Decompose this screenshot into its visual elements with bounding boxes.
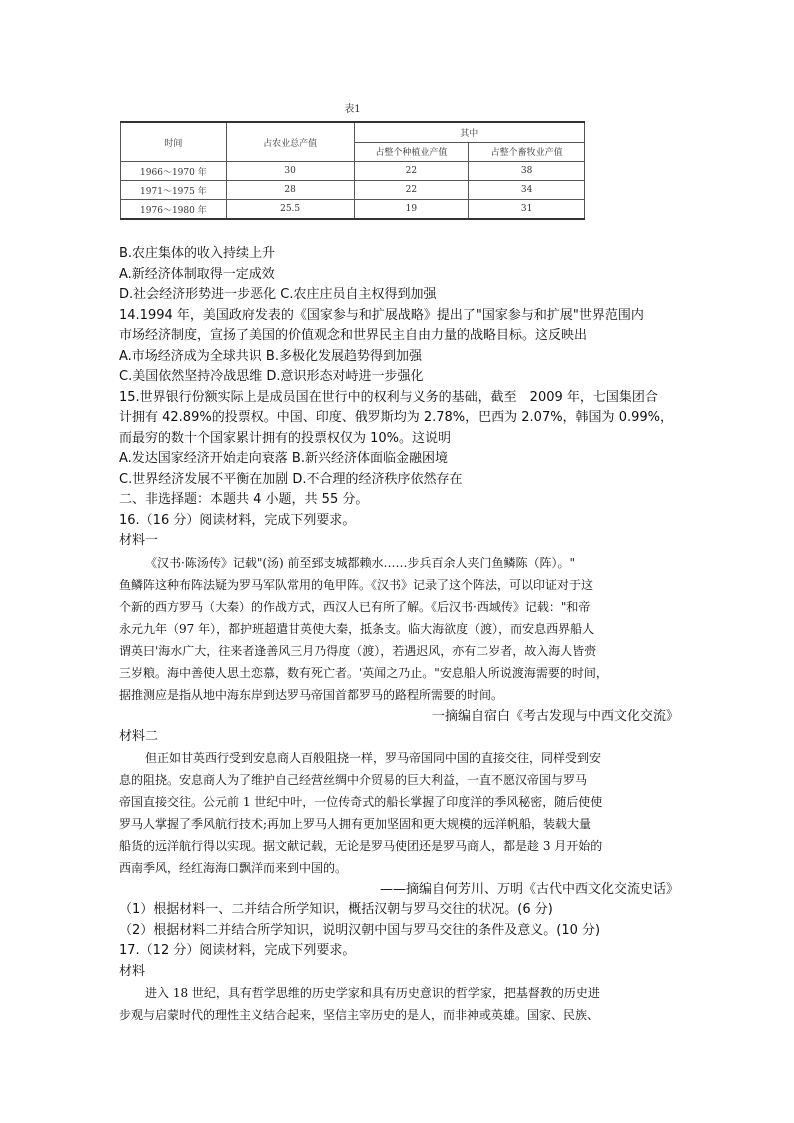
option-line: C.美国依然坚持冷战思维 D.意识形态对峙进一步强化 (119, 369, 424, 384)
table-caption: 表1 (344, 104, 361, 115)
option-line: B.农庄集体的收入持续上升 (119, 246, 276, 261)
material-label: 材料 (119, 963, 146, 979)
section-heading: 二、非选择题：本题共 4 小题，共 55 分。 (119, 492, 369, 507)
cell-crop: 22 (354, 181, 469, 200)
cell-crop: 19 (354, 200, 469, 220)
source-citation: ——摘编自何芳川、万明《古代中西文化交流史话》 (379, 882, 679, 897)
material2-line: 但正如甘英西行受到安息商人百般阻挠一样，罗马帝国同中国的直接交往，同样受到安 (145, 751, 602, 765)
header-time: 时间 (121, 122, 227, 162)
cell-total: 25.5 (226, 200, 354, 220)
material1-line: 《汉书·陈汤传》记载"(汤) 前至郅支城都赖水……步兵百余人夹门鱼鳞陈（阵）。" (145, 555, 576, 570)
cell-total: 30 (226, 162, 354, 181)
material2-line: 西南季风，经红海海口飘洋而来到中国的。 (119, 861, 348, 875)
header-crop: 占整个种植业产值 (354, 142, 469, 162)
material1-line: 三岁粮。海中善使人思土恋慕，数有死亡者。'英闻之乃止。"安息船人所说渡海需要的时间， (119, 665, 608, 680)
material2-line: 船货的远洋航行得以实现。据文献记载，无论是罗马使团还是罗马商人，都是趁 3 月开始的 (119, 839, 603, 853)
table-row (121, 181, 585, 200)
sub-question: （1）根据材料一、二并结合所学知识，概括汉朝与罗马交往的状况。(6 分) (119, 902, 553, 917)
material1-line: 据推测应是指从地中海东岸到达罗马帝国首都罗马的路程所需要的时间。 (119, 687, 504, 702)
material-label: 材料二 (119, 728, 159, 744)
cell-time: 1976～1980 年 (121, 200, 227, 220)
source-citation: 一摘编自宿白《考古发现与中西文化交流》 (431, 708, 679, 724)
document-body (119, 244, 679, 1026)
question-15-line: 15.世界银行份额实际上是成员国在世行中的权利与义务的基础，截至 2009 年，七国集团合 (119, 389, 658, 405)
material1-line: 个新的西方罗马（大秦）的作战方式，西汉人已有所了解。《后汉书·西域传》记载："和帝 (119, 599, 591, 614)
question-14-line: 市场经济制度，宣扬了美国的价值观念和世界民主自由力量的战略目标。这反映出 (119, 328, 588, 343)
material2-line: 帝国直接交往。公元前 1 世纪中叶，一位传奇式的船长掌握了印度洋的季风秘密，随后使使 (119, 795, 603, 809)
cell-livestock: 34 (469, 181, 585, 200)
question-15-line: 计拥有 42.89%的投票权。中国、印度、俄罗斯均为 2.78%，巴西为 2.07%，韩国为 0.99%， (119, 410, 673, 425)
cell-livestock: 31 (469, 200, 585, 220)
question-14-line: 14.1994 年，美国政府发表的《国家参与和扩展战略》提出了"国家参与和扩展"世界范围内 (119, 307, 644, 323)
option-line: A.市场经济成为全球共识 B.多极化发展趋势得到加强 (119, 348, 422, 364)
header-total: 占农业总产值 (226, 122, 354, 162)
cell-livestock: 38 (469, 162, 585, 181)
cell-time: 1966～1970 年 (121, 162, 227, 181)
header-livestock: 占整个畜牧业产值 (469, 142, 585, 162)
option-line: C.世界经济发展不平衡在加剧 D.不合理的经济秩序依然存在 (119, 471, 463, 487)
material2-line: 息的阻挠。安息商人为了维护自己经营丝绸中介贸易的巨大利益，一直不愿汉帝国与罗马 (119, 773, 588, 787)
option-line: D.社会经济形势进一步恶化 C.农庄庄员自主权得到加强 (119, 287, 437, 302)
table-figure (120, 100, 585, 220)
material3-line: 步观与启蒙时代的理性主义结合起来，坚信主宰历史的是人，而非神或英雄。国家、民族、 (119, 1008, 600, 1022)
cell-total: 28 (226, 181, 354, 200)
option-line: A.新经济体制取得一定成效 (119, 266, 275, 282)
material-label: 材料一 (119, 533, 159, 548)
material1-line: 谓英曰'海水广大，往来者逢善风三月乃得度（渡），若遇迟风，亦有二岁者，故入海人皆赍 (119, 643, 597, 658)
material1-line: 鱼鳞阵这种布阵法疑为罗马军队常用的龟甲阵。《汉书》记录了这个阵法，可以印证对于这 (119, 577, 594, 592)
table-row (121, 200, 585, 220)
table-row (121, 162, 585, 181)
question-17-heading: 17.（12 分）阅读材料，完成下列要求。 (119, 943, 356, 958)
material2-line: 罗马人掌握了季风航行技术;再加上罗马人拥有更加坚固和更大规模的远洋帆船，装载大量 (119, 817, 592, 831)
material1-line: 永元九年（97 年），都护班超遣甘英使大秦，抵条支。临大海欲度（渡），而安息西界船人 (119, 621, 595, 636)
sub-question: （2）根据材料二并结合所学知识，说明汉朝中国与罗马交往的条件及意义。(10 分) (119, 922, 601, 938)
output-share-table (120, 121, 585, 220)
cell-time: 1971～1975 年 (121, 181, 227, 200)
question-16-heading: 16.（16 分）阅读材料，完成下列要求。 (119, 512, 356, 528)
question-15-line: 而最穷的数十个国家累计拥有的投票权仅为 10%。这说明 (119, 430, 452, 446)
material3-line: 进入 18 世纪，具有哲学思维的历史学家和具有历史意识的哲学家，把基督教的历史进 (145, 986, 600, 1000)
option-line: A.发达国家经济开始走向衰落 B.新兴经济体面临金融困境 (119, 451, 448, 466)
header-group: 其中 (354, 122, 585, 142)
cell-crop: 22 (354, 162, 469, 181)
